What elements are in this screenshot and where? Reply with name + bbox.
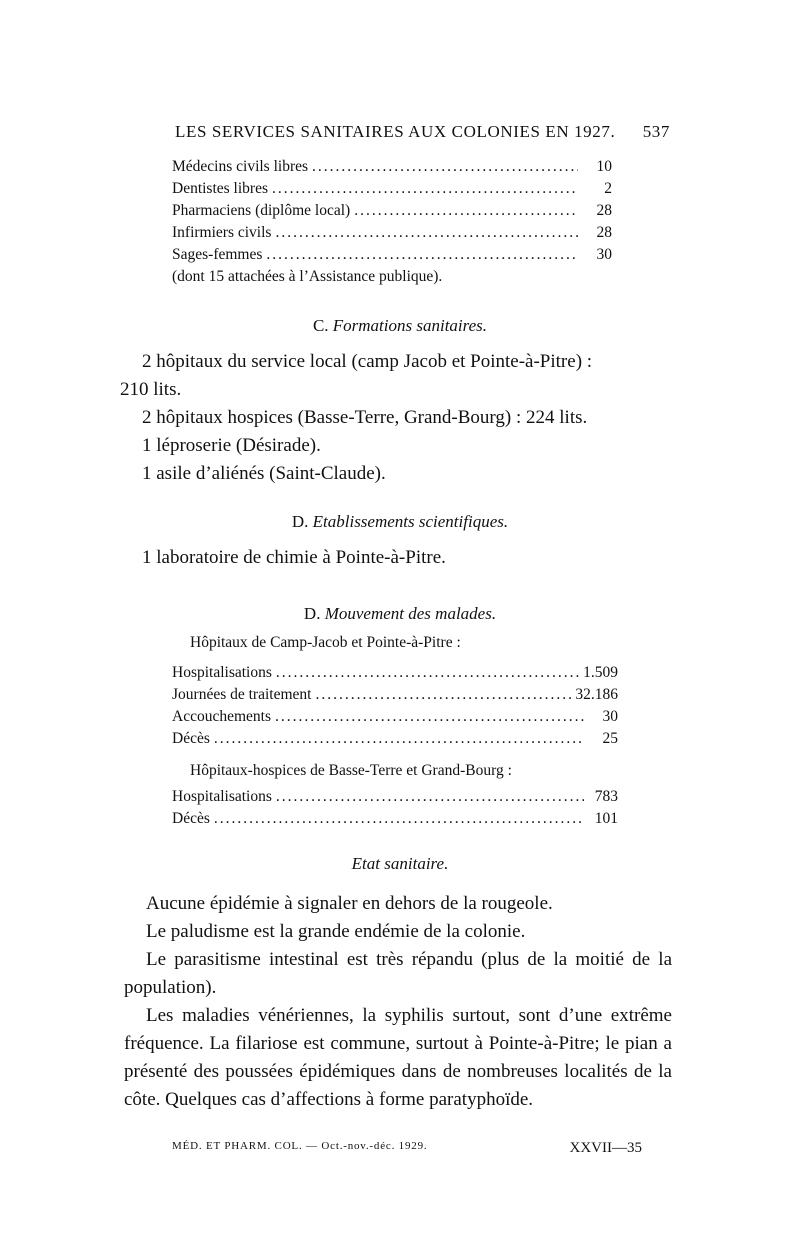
page-number: 537: [642, 122, 670, 141]
section-c-line: 2 hôpitaux hospices (Basse-Terre, Grand-Bourg) : 224 lits.: [142, 407, 588, 428]
section-c-line: 1 léproserie (Désirade).: [142, 435, 321, 456]
section-c-line: 2 hôpitaux du service local (camp Jacob et Pointe-à-Pitre) :: [142, 351, 593, 372]
table-row: Hospitalisations ..... 1.509: [172, 662, 618, 684]
table-row: Accouchements ..... 30: [172, 706, 618, 728]
footer-signature: XXVII—35: [569, 1140, 642, 1156]
group2-heading: Hôpitaux-hospices de Basse-Terre et Grand-Bourg :: [190, 762, 512, 779]
page-footer: [172, 1140, 642, 1157]
table-row: Décès ..... 25: [172, 728, 618, 750]
section-d1-heading: D. Etablissements scientifiques.: [291, 512, 509, 531]
section-c-heading: C. Formations sanitaires.: [312, 316, 488, 335]
list-item: Infirmiers civils ..... 28: [172, 222, 612, 244]
list-item: Sages-femmes ..... 30: [172, 244, 612, 266]
section-c-line: 1 asile d’aliénés (Saint-Claude).: [142, 463, 386, 484]
section-c-body: [120, 348, 680, 488]
header-title: LES SERVICES SANITAIRES AUX COLONIES EN 1927.: [175, 122, 616, 141]
etat-paragraph: Aucune épidémie à signaler en dehors de la rougeole.: [146, 893, 553, 914]
section-c-line: 210 lits.: [120, 379, 182, 400]
etat-paragraph: Le parasitisme intestinal est très répandu (plus de la moitié de la population).: [124, 949, 672, 998]
personnel-list: [172, 156, 612, 288]
running-header: [175, 122, 670, 142]
list-item: Pharmaciens (diplôme local) ..... 28: [172, 200, 612, 222]
footer-journal: MÉD. ET PHARM. COL. — Oct.-nov.-déc. 1929.: [172, 1140, 428, 1152]
group1-list: [172, 662, 618, 750]
group2-list: [172, 786, 618, 830]
personnel-note: (dont 15 attachées à l’Assistance publique).: [172, 268, 443, 285]
etat-paragraph: Le paludisme est la grande endémie de la colonie.: [146, 921, 526, 942]
table-row: Décès ..... 101: [172, 808, 618, 830]
etat-body: [124, 890, 672, 1114]
table-row: Journées de traitement ..... 32.186: [172, 684, 618, 706]
etat-paragraph: Les maladies vénériennes, la syphilis surtout, sont d’une extrême fréquence. La filariose est commune, surtout à Pointe-à-Pitre; le pian a présenté des poussées épidémiques dans de nombreuses localités de la côte. Quelques cas d’affections à forme paratyphoïde.: [124, 1005, 672, 1110]
etat-heading: Etat sanitaire.: [351, 854, 449, 873]
group1-heading: Hôpitaux de Camp-Jacob et Pointe-à-Pitre :: [190, 634, 461, 651]
section-d1-line: 1 laboratoire de chimie à Pointe-à-Pitre.: [142, 547, 446, 568]
table-row: Hospitalisations ..... 783: [172, 786, 618, 808]
list-item: Médecins civils libres ..... 10: [172, 156, 612, 178]
list-item: Dentistes libres ..... 2: [172, 178, 612, 200]
section-d2-heading: D. Mouvement des malades.: [303, 604, 497, 623]
